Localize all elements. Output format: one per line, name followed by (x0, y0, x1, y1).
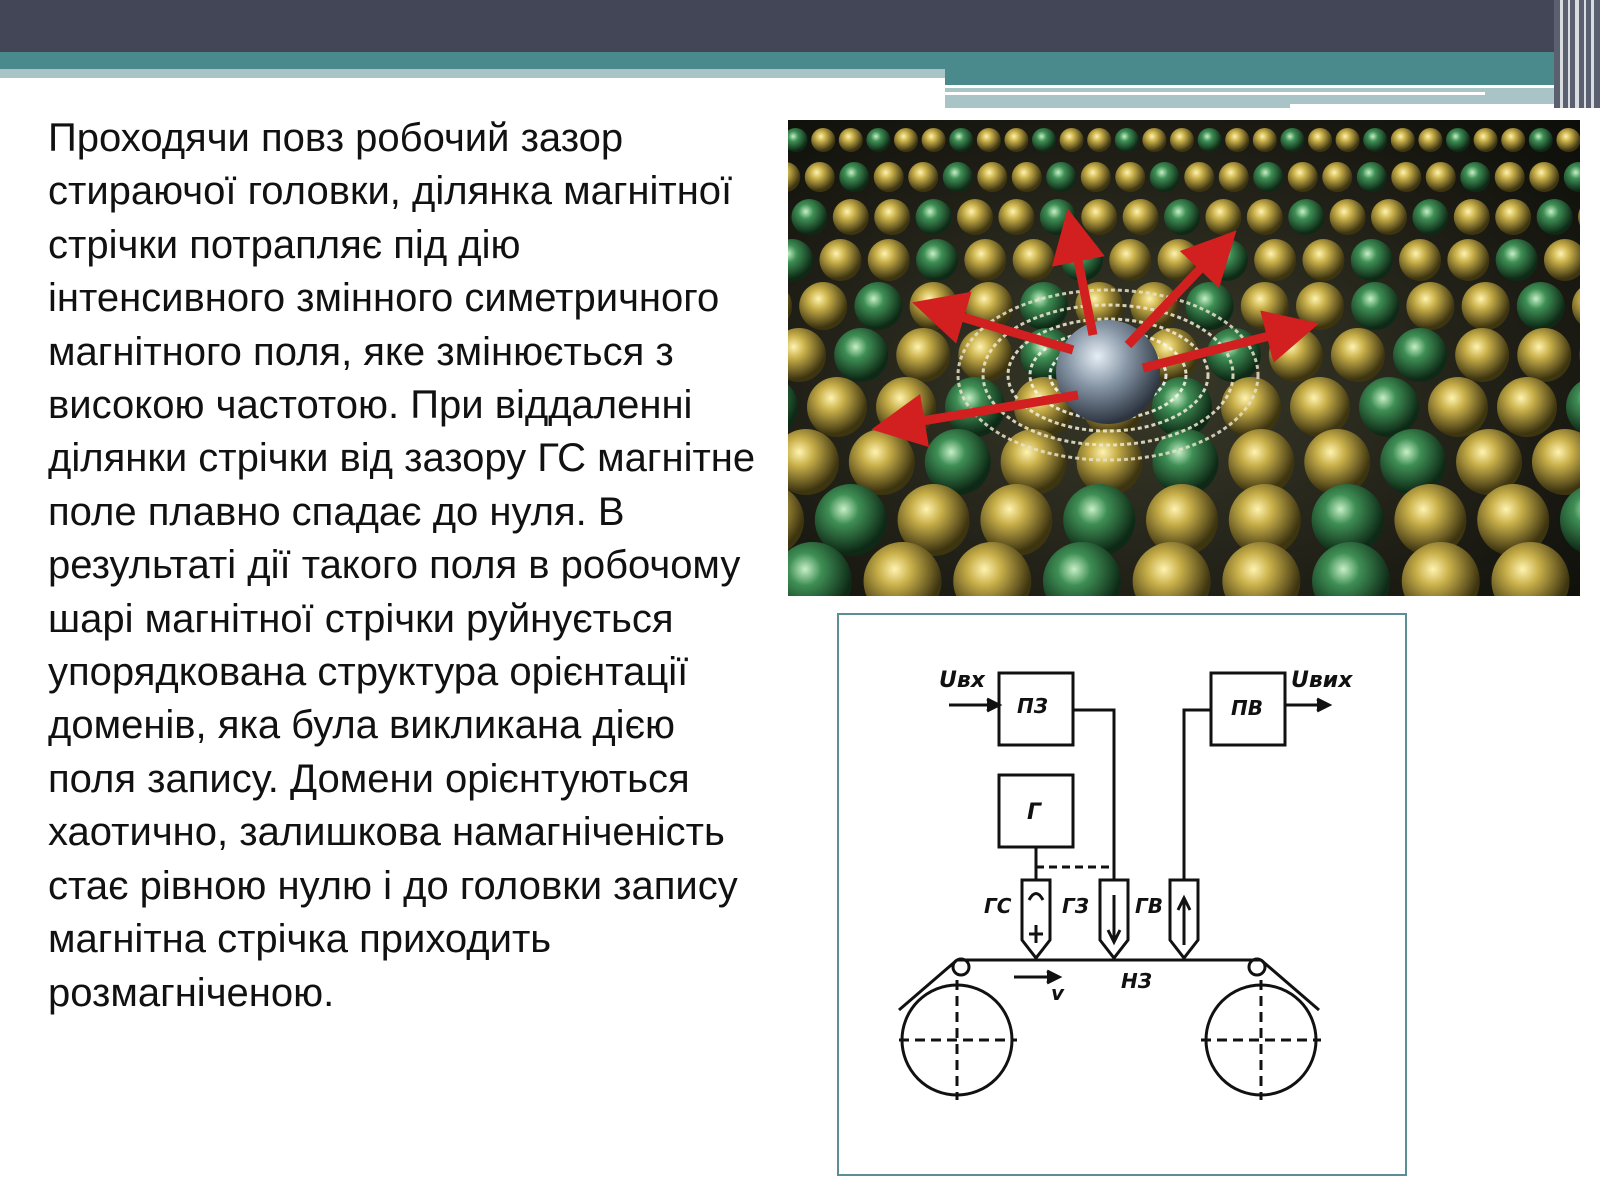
gz-label: ГЗ (1062, 894, 1089, 918)
lattice-sphere (1460, 162, 1490, 192)
lattice-sphere (1060, 128, 1084, 152)
lattice-sphere (1012, 162, 1042, 192)
lattice-sphere (1391, 128, 1415, 152)
lattice-sphere (833, 199, 869, 235)
lattice-sphere (1529, 162, 1559, 192)
lattice-sphere (874, 199, 910, 235)
lattice-sphere (1357, 162, 1387, 192)
gs-head (1022, 880, 1050, 958)
lattice-sphere (1296, 282, 1344, 330)
lattice-sphere (1221, 377, 1281, 437)
g-label: Г (1027, 800, 1042, 825)
header-band-dark (0, 0, 1600, 52)
lattice-sphere (916, 239, 958, 281)
lattice-sphere (1013, 239, 1055, 281)
lattice-sphere (819, 239, 861, 281)
lattice-sphere (1150, 162, 1180, 192)
lattice-sphere (1462, 282, 1510, 330)
lattice-sphere (943, 162, 973, 192)
lattice-sphere (1406, 282, 1454, 330)
lattice-sphere (1032, 128, 1056, 152)
lattice-sphere (1412, 199, 1448, 235)
lattice-sphere (1225, 128, 1249, 152)
header-band-right-teal (945, 69, 1565, 85)
lattice-sphere (1219, 162, 1249, 192)
lattice-sphere (1123, 199, 1159, 235)
lattice-sphere (1428, 377, 1488, 437)
lattice-sphere (998, 199, 1034, 235)
lattice-sphere (1142, 128, 1166, 152)
lattice-sphere (1426, 162, 1456, 192)
lattice-sphere (1496, 239, 1538, 281)
lattice-sphere (1336, 128, 1360, 152)
lattice-sphere (1247, 199, 1283, 235)
gs-label: ГС (984, 894, 1012, 918)
lattice-sphere (1517, 328, 1571, 382)
lattice-sphere (799, 282, 847, 330)
lattice-sphere (1474, 128, 1498, 152)
lattice-sphere (1040, 199, 1076, 235)
lattice-sphere (1556, 128, 1580, 152)
lattice-sphere (874, 162, 904, 192)
tape-recorder-diagram (837, 613, 1407, 1176)
lattice-sphere (916, 199, 952, 235)
slide-body-text: Проходячи повз робочий зазор стираючої головки, ділянка магнітної стрічки потрапляє під дію інтенсивного змінного симетричного магнітного поля, яке змінюється з високою частотою. При віддаленні ділянки стрічки від зазору ГС магнітне поле плавно спадає до нуля. В результаті дії такого поля в робочому шарі магнітної стрічки руйнується упорядкована структура орієнтації доменів, яка була викликана дією поля запису. Домени орієнтуються хаотично, залишкова намагніченість стає рівною нулю і до головки запису магнітна стрічка приходить розмагніченою. (48, 116, 756, 1015)
output-label: Uвих (1291, 668, 1353, 693)
lattice-sphere (866, 128, 890, 152)
lattice-sphere (1164, 199, 1200, 235)
lattice-sphere (805, 162, 835, 192)
lattice-sphere (1351, 282, 1399, 330)
header-divider-line (1290, 104, 1565, 108)
lattice-sphere (834, 328, 888, 382)
lattice-sphere (1447, 239, 1489, 281)
lattice-sphere (1020, 282, 1068, 330)
lattice-sphere (1418, 128, 1442, 152)
input-label: Uвх (939, 668, 985, 693)
lattice-sphere (1529, 128, 1553, 152)
lattice-sphere (1331, 328, 1385, 382)
lattice-sphere (964, 239, 1006, 281)
lattice-sphere (1359, 377, 1419, 437)
lattice-sphere (1046, 162, 1076, 192)
lattice-sphere (1363, 128, 1387, 152)
lattice-sphere (1087, 128, 1111, 152)
lattice-sphere (1454, 199, 1490, 235)
lattice-sphere (1290, 377, 1350, 437)
lattice-sphere (949, 128, 973, 152)
velocity-label: v (1051, 981, 1065, 1005)
lattice-sphere (1495, 199, 1531, 235)
lattice-sphere (957, 199, 993, 235)
lattice-sphere (1495, 162, 1525, 192)
lattice-sphere (1393, 328, 1447, 382)
lattice-sphere (1497, 377, 1557, 437)
lattice-sphere (1280, 128, 1304, 152)
lattice-sphere (868, 239, 910, 281)
lattice-sphere (896, 328, 950, 382)
lattice-sphere (1254, 239, 1296, 281)
lattice-sphere (1288, 199, 1324, 235)
lattice-sphere (839, 162, 869, 192)
lattice-sphere (839, 128, 863, 152)
lattice-sphere (811, 128, 835, 152)
lattice-sphere (1537, 199, 1573, 235)
lattice-sphere (1304, 429, 1370, 495)
gv-label: ГВ (1135, 894, 1163, 918)
lattice-sphere (922, 128, 946, 152)
lattice-sphere (1446, 128, 1470, 152)
lattice-sphere (1077, 429, 1143, 495)
lattice-sphere (1253, 162, 1283, 192)
lattice-sphere (1115, 128, 1139, 152)
lattice-sphere (1170, 128, 1194, 152)
lattice-sphere (1391, 162, 1421, 192)
lattice-sphere (807, 377, 867, 437)
lattice-sphere (1253, 128, 1277, 152)
lattice-sphere (1351, 239, 1393, 281)
lattice-sphere (1109, 239, 1151, 281)
tape-label: НЗ (1121, 969, 1152, 993)
lattice-sphere (1081, 162, 1111, 192)
lattice-sphere (1288, 162, 1318, 192)
lattice-sphere (977, 128, 1001, 152)
lattice-sphere (908, 162, 938, 192)
lattice-sphere (854, 282, 902, 330)
lattice-sphere (1302, 239, 1344, 281)
lattice-sphere (894, 128, 918, 152)
header-side-stripes (1554, 0, 1600, 108)
lattice-sphere (1241, 282, 1289, 330)
header-band-teal (0, 52, 1565, 69)
diagram-canvas (839, 615, 1405, 1174)
lattice-sphere (1198, 128, 1222, 152)
lattice-sphere (1501, 128, 1525, 152)
lattice-sphere (1308, 128, 1332, 152)
atom-magnetic-field-image (788, 120, 1580, 596)
lattice-sphere (1517, 282, 1565, 330)
lattice-sphere (1004, 128, 1028, 152)
lattice-sphere (791, 199, 827, 235)
pz-label: ПЗ (1017, 694, 1048, 718)
header-band-light (0, 69, 945, 78)
lattice-sphere (910, 282, 958, 330)
lattice-sphere (1115, 162, 1145, 192)
lattice-sphere (1081, 199, 1117, 235)
lattice-sphere (1330, 199, 1366, 235)
lattice-sphere (1205, 199, 1241, 235)
pv-label: ПВ (1231, 696, 1263, 720)
lattice-sphere (1322, 162, 1352, 192)
lattice-sphere (1399, 239, 1441, 281)
lattice-sphere (1184, 162, 1214, 192)
lattice-sphere (977, 162, 1007, 192)
header-divider-line (945, 92, 1485, 95)
lattice-sphere (1455, 328, 1509, 382)
lattice-sphere (1371, 199, 1407, 235)
